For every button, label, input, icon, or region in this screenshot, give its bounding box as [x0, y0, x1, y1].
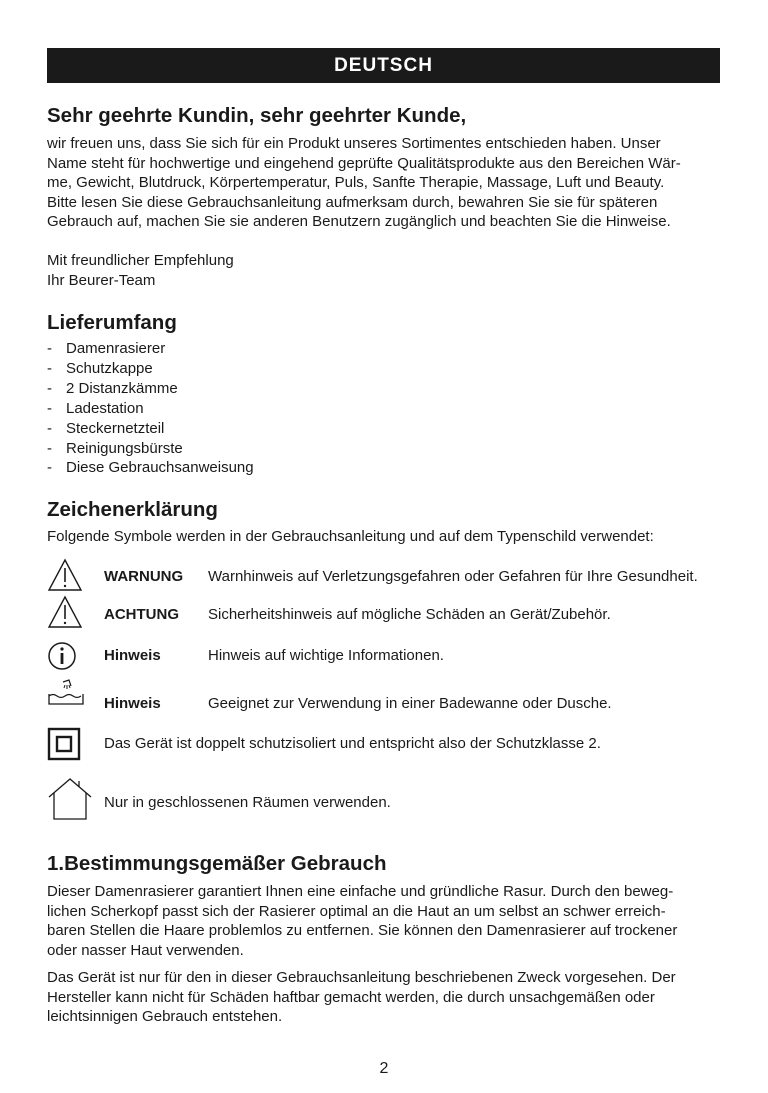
list-item-text: Reinigungsbürste	[66, 439, 183, 457]
symbol-description: Nur in geschlossenen Räumen verwenden.	[104, 794, 391, 811]
warning-triangle-icon	[47, 595, 83, 629]
symbol-description: Das Gerät ist doppelt schutzisoliert und entspricht also der Schutzklasse 2.	[104, 735, 601, 752]
language-label: DEUTSCH	[334, 54, 433, 76]
intended-use-title: 1.Bestimmungsgemäßer Gebrauch	[47, 852, 387, 875]
language-header-bar	[47, 48, 720, 83]
symbol-label: Hinweis	[104, 695, 161, 712]
intended-use-paragraph-1	[47, 882, 722, 960]
list-item-text: Diese Gebrauchsanweisung	[66, 459, 254, 477]
paragraph-line: baren Stellen die Haare problemlos zu entfernen. Sie können den Damenrasierer auf trockener	[47, 922, 678, 939]
page-number: 2	[379, 1060, 389, 1077]
list-item	[47, 419, 254, 439]
greeting-line: Bitte lesen Sie diese Gebrauchsanleitung aufmerksam durch, bewahren Sie sie für späteren	[47, 193, 658, 211]
greeting-title: Sehr geehrte Kundin, sehr geehrter Kunde,	[47, 104, 467, 127]
dash: -	[47, 459, 52, 477]
paragraph-line: Dieser Damenrasierer garantiert Ihnen eine einfache und gründliche Rasur. Durch den beweg-	[47, 883, 674, 900]
dash: -	[47, 439, 52, 457]
symbol-label: Hinweis	[104, 647, 161, 664]
warning-triangle-icon	[47, 558, 83, 592]
list-item	[47, 339, 254, 359]
dash: -	[47, 340, 52, 357]
list-item	[47, 399, 254, 419]
greeting-line: wir freuen uns, dass Sie sich für ein Produkt unseres Sortimentes entschieden haben. Unser	[47, 135, 661, 152]
house-icon	[47, 777, 93, 821]
list-item-text: Ladestation	[66, 399, 144, 417]
closing-line: Ihr Beurer-Team	[47, 271, 156, 289]
greeting-line: me, Gewicht, Blutdruck, Körpertemperatur, Puls, Sanfte Therapie, Massage, Luft und Beauty.	[47, 174, 665, 191]
list-item	[47, 359, 254, 379]
list-item-text: Steckernetzteil	[66, 419, 165, 437]
dash: -	[47, 359, 52, 377]
delivery-title: Lieferumfang	[47, 311, 177, 334]
list-item-text: 2 Distanzkämme	[66, 379, 178, 397]
delivery-list	[47, 339, 254, 478]
info-circle-icon	[47, 640, 81, 674]
dash: -	[47, 399, 52, 417]
dash: -	[47, 379, 52, 397]
symbol-description: Geeignet zur Verwendung in einer Badewanne oder Dusche.	[208, 695, 612, 712]
list-item-text: Damenrasierer	[66, 340, 166, 357]
dash: -	[47, 419, 52, 437]
symbol-description: Hinweis auf wichtige Informationen.	[208, 647, 444, 664]
greeting-line: Gebrauch auf, machen Sie sie anderen Benutzern zugänglich und beachten Sie die Hinweise.	[47, 213, 671, 230]
list-item	[47, 379, 254, 399]
paragraph-line: lichen Scherkopf passt sich der Rasierer optimal an die Haut an um selbst an schwer erreich-	[47, 902, 666, 920]
closing-line: Mit freundlicher Empfehlung	[47, 252, 234, 269]
symbols-intro: Folgende Symbole werden in der Gebrauchsanleitung und auf dem Typenschild verwendet:	[47, 528, 654, 545]
symbol-label: WARNUNG	[104, 568, 184, 585]
symbol-description: Sicherheitshinweis auf mögliche Schäden an Gerät/Zubehör.	[208, 606, 611, 623]
paragraph-line: leichtsinnigen Gebrauch entstehen.	[47, 1008, 283, 1025]
bathtub-shower-icon	[47, 678, 85, 708]
list-item	[47, 458, 254, 478]
greeting-paragraph	[47, 134, 722, 232]
list-item-text: Schutzkappe	[66, 359, 153, 377]
list-item	[47, 439, 254, 459]
greeting-line: Name steht für hochwertige und eingehend geprüfte Qualitätsprodukte aus den Bereichen Wär-	[47, 154, 681, 172]
symbols-title: Zeichenerklärung	[47, 498, 218, 521]
greeting-closing	[47, 251, 722, 290]
paragraph-line: oder nasser Haut verwenden.	[47, 941, 244, 959]
symbol-description: Warnhinweis auf Verletzungsgefahren oder Gefahren für Ihre Gesundheit.	[208, 568, 698, 585]
double-insulation-icon	[47, 727, 81, 761]
paragraph-line: Hersteller kann nicht für Schäden haftbar gemacht werden, die durch unsachgemäßen oder	[47, 988, 655, 1006]
intended-use-paragraph-2	[47, 968, 722, 1027]
symbol-label: ACHTUNG	[104, 606, 179, 623]
paragraph-line: Das Gerät ist nur für den in dieser Gebrauchsanleitung beschriebenen Zweck vorgesehen. Der	[47, 969, 676, 986]
